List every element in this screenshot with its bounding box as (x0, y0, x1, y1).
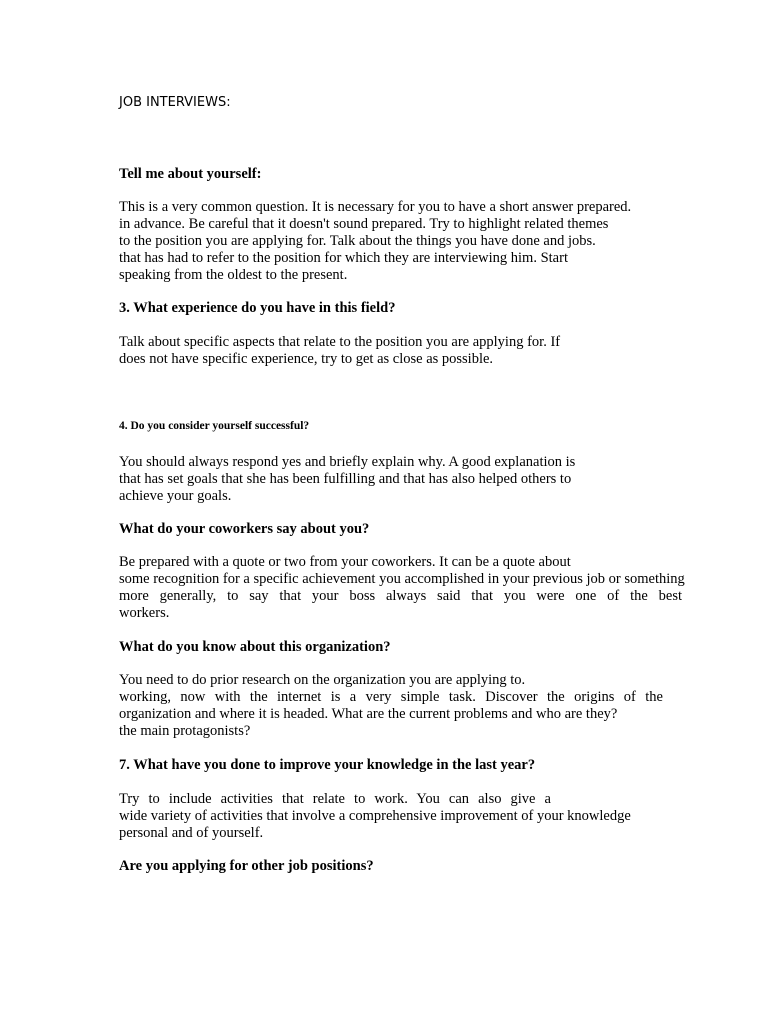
body-line: This is a very common question. It is necessary for you to have a short answer prepared. (119, 199, 632, 215)
body-line: more generally, to say that your boss always said that you were one of the best (119, 588, 682, 604)
section-heading-organization: What do you know about this organization? (119, 639, 391, 655)
body-line: You should always respond yes and briefly explain why. A good explanation is (119, 454, 576, 470)
body-line: in advance. Be careful that it doesn't sound prepared. Try to highlight related themes (119, 216, 609, 232)
section-heading-experience: 3. What experience do you have in this field? (119, 300, 396, 316)
section-heading-other-positions: Are you applying for other job positions? (119, 858, 374, 874)
section-heading-coworkers: What do your coworkers say about you? (119, 521, 370, 537)
body-line: does not have specific experience, try to get as close as possible. (119, 351, 494, 367)
body-line: Talk about specific aspects that relate to the position you are applying for. If (119, 334, 561, 350)
section-body-experience (119, 334, 599, 368)
body-line: the main protagonists? (119, 723, 251, 739)
section-body-coworkers (119, 554, 716, 622)
body-line: wide variety of activities that involve a comprehensive improvement of your knowledge (119, 808, 631, 824)
body-line: speaking from the oldest to the present. (119, 267, 348, 283)
section-body-successful (119, 454, 619, 505)
section-body-improve-knowledge (119, 791, 649, 842)
body-line: You need to do prior research on the organization you are applying to. (119, 672, 526, 688)
body-line: some recognition for a specific achievement you accomplished in your previous job or something (119, 571, 685, 587)
body-line: personal and of yourself. (119, 825, 264, 841)
body-line: that has set goals that she has been fulfilling and that has also helped others to (119, 471, 572, 487)
body-line: workers. (119, 605, 170, 621)
body-line: that has had to refer to the position for which they are interviewing him. Start (119, 250, 568, 266)
section-heading-tell-me-about-yourself: Tell me about yourself: (119, 166, 262, 182)
body-line: Try to include activities that relate to work. You can also give a (119, 791, 551, 807)
body-line: working, now with the internet is a very simple task. Discover the origins of the (119, 689, 663, 705)
section-body-organization (119, 672, 664, 740)
body-line: achieve your goals. (119, 488, 232, 504)
body-line: organization and where it is headed. What are the current problems and who are they? (119, 706, 618, 722)
body-line: to the position you are applying for. Talk about the things you have done and jobs. (119, 233, 596, 249)
section-heading-successful: 4. Do you consider yourself successful? (119, 420, 310, 432)
section-heading-improve-knowledge: 7. What have you done to improve your knowledge in the last year? (119, 757, 536, 773)
body-line: Be prepared with a quote or two from your coworkers. It can be a quote about (119, 554, 571, 570)
section-body-tell-me-about-yourself (119, 199, 664, 284)
document-title: JOB INTERVIEWS: (119, 95, 231, 110)
